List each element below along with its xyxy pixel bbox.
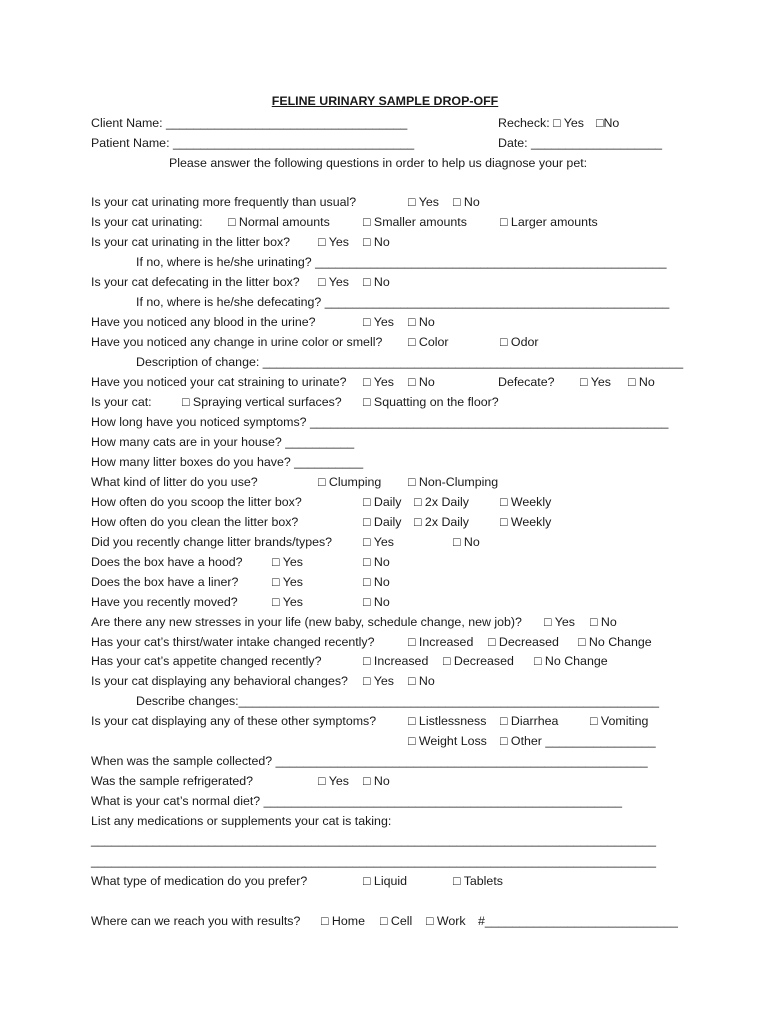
question-reach: Where can we reach you with results?	[91, 914, 301, 928]
diarrhea-checkbox[interactable]: □ Diarrhea	[500, 714, 559, 728]
form-row	[0, 353, 770, 371]
moved-no-checkbox[interactable]: □ No	[363, 595, 390, 609]
medications-line-2[interactable]: __________________________________________________________________________________	[91, 854, 657, 868]
question-is-your-cat: Is your cat:	[91, 395, 152, 409]
form-row	[0, 792, 770, 810]
question-hood: Does the box have a hood?	[91, 555, 243, 569]
smaller-amounts-checkbox[interactable]: □ Smaller amounts	[363, 215, 467, 229]
clean-weekly-checkbox[interactable]: □ Weekly	[500, 515, 552, 529]
form-row	[0, 831, 770, 849]
defecating-location-field[interactable]: If no, where is he/she defecating? __________________________________________________	[136, 295, 670, 309]
form-row	[0, 872, 770, 890]
cell-checkbox[interactable]: □ Cell	[380, 914, 413, 928]
form-row	[0, 573, 770, 591]
question-moved: Have you recently moved?	[91, 595, 238, 609]
form-row	[0, 193, 770, 211]
frequency-no-checkbox[interactable]: □ No	[453, 195, 480, 209]
litter-boxes-count-field[interactable]: How many litter boxes do you have? __________	[91, 455, 364, 469]
liquid-checkbox[interactable]: □ Liquid	[363, 874, 407, 888]
litter-change-yes-checkbox[interactable]: □ Yes	[363, 535, 394, 549]
form-row	[0, 633, 770, 651]
form-row	[0, 513, 770, 531]
hood-no-checkbox[interactable]: □ No	[363, 555, 390, 569]
straining-yes-checkbox[interactable]: □ Yes	[363, 375, 394, 389]
form-row	[0, 453, 770, 471]
form-row	[0, 293, 770, 311]
squatting-checkbox[interactable]: □ Squatting on the floor?	[363, 395, 499, 409]
defecate-no-checkbox[interactable]: □ No	[628, 375, 655, 389]
recheck-no-checkbox[interactable]: □No	[596, 116, 620, 130]
litter-defecating-yes-checkbox[interactable]: □ Yes	[318, 275, 349, 289]
defecate-label: Defecate?	[498, 375, 555, 389]
clean-2x-daily-checkbox[interactable]: □ 2x Daily	[414, 515, 469, 529]
form-title: FELINE URINARY SAMPLE DROP-OFF	[271, 94, 499, 108]
form-row	[0, 712, 770, 730]
phone-number-field[interactable]: #____________________________	[478, 914, 678, 928]
question-litter-kind: What kind of litter do you use?	[91, 475, 258, 489]
question-blood: Have you noticed any blood in the urine?	[91, 315, 316, 329]
form-row	[0, 114, 770, 132]
patient-name-field[interactable]: Patient Name: ___________________________________	[91, 136, 415, 150]
client-name-field[interactable]: Client Name: ___________________________________	[91, 116, 408, 130]
litter-urinating-yes-checkbox[interactable]: □ Yes	[318, 235, 349, 249]
describe-changes-field[interactable]: Describe changes:_____________________________________________________________	[136, 694, 659, 708]
question-color-smell: Have you noticed any change in urine color or smell?	[91, 335, 383, 349]
other-symptom-field[interactable]: □ Other ________________	[500, 734, 656, 748]
thirst-no-change-checkbox[interactable]: □ No Change	[578, 635, 652, 649]
defecate-yes-checkbox[interactable]: □ Yes	[580, 375, 611, 389]
appetite-decreased-checkbox[interactable]: □ Decreased	[443, 654, 514, 668]
refrigerated-yes-checkbox[interactable]: □ Yes	[318, 774, 349, 788]
form-row	[0, 213, 770, 231]
question-appetite: Has your cat’s appetite changed recently?	[91, 654, 322, 668]
form-row	[0, 812, 770, 830]
refrigerated-no-checkbox[interactable]: □ No	[363, 774, 390, 788]
form-row	[0, 732, 770, 750]
form-row	[0, 593, 770, 611]
form-row	[0, 493, 770, 511]
weight-loss-checkbox[interactable]: □ Weight Loss	[408, 734, 487, 748]
form-row	[0, 313, 770, 331]
larger-amounts-checkbox[interactable]: □ Larger amounts	[500, 215, 598, 229]
form-row	[0, 333, 770, 351]
litter-urinating-no-checkbox[interactable]: □ No	[363, 235, 390, 249]
hood-yes-checkbox[interactable]: □ Yes	[272, 555, 303, 569]
question-scoop: How often do you scoop the litter box?	[91, 495, 302, 509]
form-row	[0, 473, 770, 491]
recheck-yes-checkbox[interactable]: Recheck: □ Yes	[498, 116, 585, 130]
behavior-yes-checkbox[interactable]: □ Yes	[363, 674, 394, 688]
color-checkbox[interactable]: □ Color	[408, 335, 449, 349]
normal-amounts-checkbox[interactable]: □ Normal amounts	[228, 215, 330, 229]
medications-line-1[interactable]: __________________________________________________________________________________	[91, 833, 657, 847]
form-row	[0, 613, 770, 631]
thirst-increased-checkbox[interactable]: □ Increased	[408, 635, 474, 649]
date-field[interactable]: Date: ___________________	[498, 136, 662, 150]
home-checkbox[interactable]: □ Home	[321, 914, 365, 928]
question-litter-change: Did you recently change litter brands/types?	[91, 535, 333, 549]
tablets-checkbox[interactable]: □ Tablets	[453, 874, 503, 888]
moved-yes-checkbox[interactable]: □ Yes	[272, 595, 303, 609]
form-row	[0, 553, 770, 571]
question-other-symptoms: Is your cat displaying any of these other symptoms?	[91, 714, 377, 728]
question-straining: Have you noticed your cat straining to urinate?	[91, 375, 347, 389]
frequency-yes-checkbox[interactable]: □ Yes	[408, 195, 439, 209]
clean-daily-checkbox[interactable]: □ Daily	[363, 515, 402, 529]
form-row	[0, 154, 770, 172]
scoop-2x-daily-checkbox[interactable]: □ 2x Daily	[414, 495, 469, 509]
form-row	[0, 433, 770, 451]
appetite-no-change-checkbox[interactable]: □ No Change	[534, 654, 608, 668]
liner-yes-checkbox[interactable]: □ Yes	[272, 575, 303, 589]
blood-no-checkbox[interactable]: □ No	[408, 315, 435, 329]
instructions-text: Please answer the following questions in order to help us diagnose your pet:	[169, 156, 588, 170]
medications-label: List any medications or supplements your cat is taking:	[91, 814, 392, 828]
scoop-daily-checkbox[interactable]: □ Daily	[363, 495, 402, 509]
blood-yes-checkbox[interactable]: □ Yes	[363, 315, 394, 329]
form-row	[0, 672, 770, 690]
form-row	[0, 233, 770, 251]
question-medication-type: What type of medication do you prefer?	[91, 874, 308, 888]
description-change-field[interactable]: Description of change: _____________________________________________________________	[136, 355, 684, 369]
form-row	[0, 852, 770, 870]
behavior-no-checkbox[interactable]: □ No	[408, 674, 435, 688]
symptoms-duration-field[interactable]: How long have you noticed symptoms? ____________________________________________________	[91, 415, 669, 429]
form-row	[0, 373, 770, 391]
cats-count-field[interactable]: How many cats are in your house? __________	[91, 435, 355, 449]
vomiting-checkbox[interactable]: □ Vomiting	[590, 714, 649, 728]
form-row	[0, 253, 770, 271]
question-behavior: Is your cat displaying any behavioral changes?	[91, 674, 348, 688]
form-row	[0, 912, 770, 930]
clumping-checkbox[interactable]: □ Clumping	[318, 475, 382, 489]
urinating-location-field[interactable]: If no, where is he/she urinating? ___________________________________________________	[136, 255, 667, 269]
litter-change-no-checkbox[interactable]: □ No	[453, 535, 480, 549]
scoop-weekly-checkbox[interactable]: □ Weekly	[500, 495, 552, 509]
form-row	[0, 393, 770, 411]
work-checkbox[interactable]: □ Work	[426, 914, 466, 928]
form-row	[0, 772, 770, 790]
sample-collected-field[interactable]: When was the sample collected? ______________________________________________________	[91, 754, 648, 768]
form-row	[0, 533, 770, 551]
question-litter-defecating: Is your cat defecating in the litter box?	[91, 275, 300, 289]
form-row	[0, 273, 770, 291]
thirst-decreased-checkbox[interactable]: □ Decreased	[488, 635, 559, 649]
question-amounts: Is your cat urinating:	[91, 215, 203, 229]
form-row	[0, 134, 770, 152]
litter-defecating-no-checkbox[interactable]: □ No	[363, 275, 390, 289]
question-liner: Does the box have a liner?	[91, 575, 239, 589]
liner-no-checkbox[interactable]: □ No	[363, 575, 390, 589]
form-row	[0, 692, 770, 710]
stresses-yes-checkbox[interactable]: □ Yes	[544, 615, 575, 629]
odor-checkbox[interactable]: □ Odor	[500, 335, 539, 349]
question-frequency: Is your cat urinating more frequently than usual?	[91, 195, 357, 209]
question-thirst: Has your cat’s thirst/water intake changed recently?	[91, 635, 375, 649]
form-row	[0, 652, 770, 670]
listlessness-checkbox[interactable]: □ Listlessness	[408, 714, 487, 728]
question-clean: How often do you clean the litter box?	[91, 515, 299, 529]
normal-diet-field[interactable]: What is your cat’s normal diet? ____________________________________________________	[91, 794, 622, 808]
spraying-checkbox[interactable]: □ Spraying vertical surfaces?	[182, 395, 342, 409]
straining-no-checkbox[interactable]: □ No	[408, 375, 435, 389]
appetite-increased-checkbox[interactable]: □ Increased	[363, 654, 429, 668]
question-refrigerated: Was the sample refrigerated?	[91, 774, 254, 788]
non-clumping-checkbox[interactable]: □ Non-Clumping	[408, 475, 499, 489]
question-stresses: Are there any new stresses in your life (new baby, schedule change, new job)?	[91, 615, 522, 629]
stresses-no-checkbox[interactable]: □ No	[590, 615, 617, 629]
form-row	[0, 752, 770, 770]
question-litter-urinating: Is your cat urinating in the litter box?	[91, 235, 291, 249]
form-row	[0, 413, 770, 431]
